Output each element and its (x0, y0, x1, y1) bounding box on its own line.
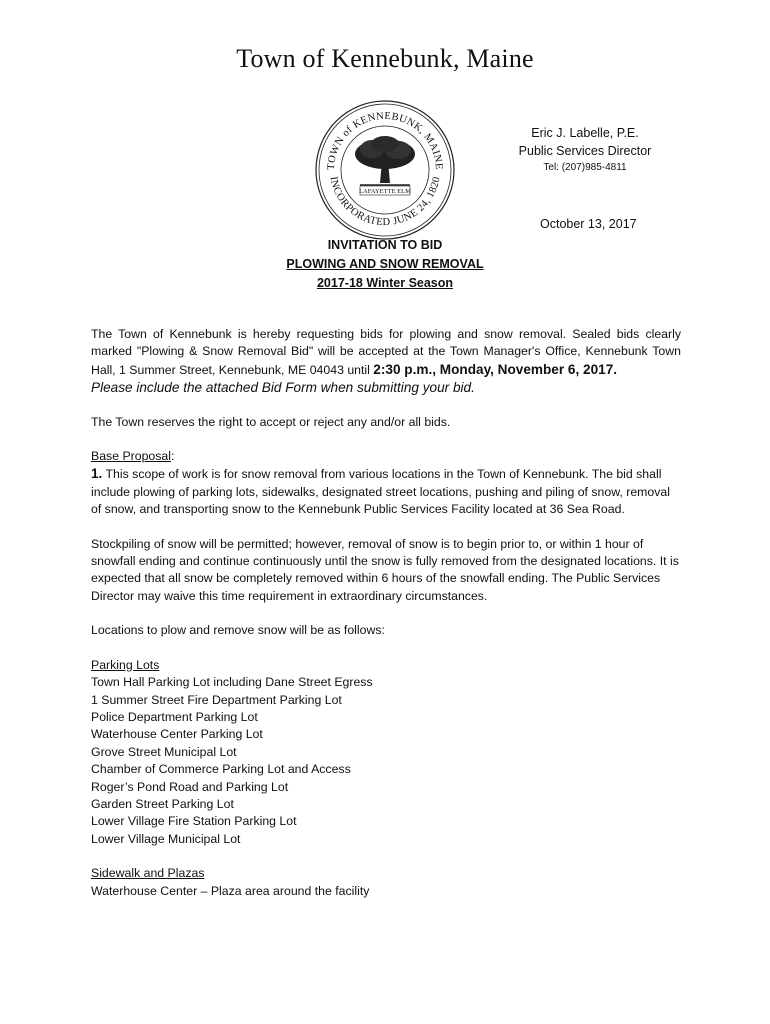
base-proposal-label: Base Proposal: (91, 449, 175, 464)
sidewalks-list (91, 883, 681, 900)
heading-line-1: INVITATION TO BID (327, 238, 443, 252)
bid-deadline: 2:30 p.m., Monday, November 6, 2017. (373, 361, 618, 377)
bid-form-note: Please include the attached Bid Form when submitting your bid. (91, 380, 475, 396)
parking-lots-heading: Parking Lots (91, 657, 160, 672)
letter-date: October 13, 2017 (540, 217, 637, 231)
list-item: Lower Village Municipal Lot (91, 831, 241, 846)
heading-line-3: 2017-18 Winter Season (316, 276, 454, 290)
list-item: Roger’s Pond Road and Parking Lot (91, 779, 289, 794)
director-contact (510, 124, 660, 176)
town-title: Town of Kennebunk, Maine (236, 44, 534, 73)
invitation-heading (0, 236, 770, 293)
reserve-rights-paragraph: The Town reserves the right to accept or reject any and/or all bids. (91, 414, 451, 429)
locations-intro: Locations to plow and remove snow will be as follows: (91, 623, 385, 638)
list-item: Garden Street Parking Lot (91, 796, 234, 811)
list-item: Waterhouse Center Parking Lot (91, 727, 263, 742)
intro-text: The Town of Kennebunk is hereby requesting bids for plowing and snow removal. Sealed bids clearly marked "Plowing & Snow Removal Bid" will be accepted at the Town Manager's Office, Kennebunk Town Hall, 1 Summer Street, Kennebunk, ME 04043 until (91, 327, 681, 377)
letter-body (91, 326, 681, 900)
director-name: Eric J. Labelle, P.E. (531, 126, 639, 140)
seal-bottom-text: INCORPORATED JUNE 24, 1820 (327, 175, 443, 229)
svg-text:INCORPORATED JUNE 24, 1820 (327, 176, 442, 228)
list-item: Waterhouse Center – Plaza area around the facility (91, 883, 370, 898)
elm-tree-icon (355, 136, 415, 185)
town-seal (314, 99, 456, 241)
item-number: 1. (91, 466, 103, 482)
director-phone: Tel: (207)985-4811 (543, 162, 627, 173)
intro-paragraph (91, 326, 681, 379)
sidewalks-heading: Sidewalk and Plazas (91, 866, 205, 881)
list-item: Grove Street Municipal Lot (91, 744, 237, 759)
base-proposal-text: This scope of work is for snow removal from various locations in the Town of Kennebunk. The bid shall include plowing of parking lots, sidewalks, designated street locations, pushing and piling of snow, removal of snow, and transporting snow to the Kennebunk Public Services Facility located at 36 Sea Road. (91, 467, 670, 517)
parking-lots-list (91, 674, 681, 848)
list-item: Town Hall Parking Lot including Dane Street Egress (91, 675, 373, 690)
list-item: 1 Summer Street Fire Department Parking Lot (91, 692, 342, 707)
seal-top-text: TOWN of KENNEBUNK, MAINE (325, 110, 445, 171)
stockpiling-paragraph: Stockpiling of snow will be permitted; however, removal of snow is to begin prior to, or within 1 hour of snowfall ending and continue continuously until the snow is fully removed from the designated locations. It is expected that all snow be completely removed within 6 hours of the snowfall ending. The Public Services Director may waive this time requirement in extraordinary circumstances. (91, 536, 679, 603)
heading-line-2: PLOWING AND SNOW REMOVAL (286, 257, 484, 271)
seal-inner-label: LAFAYETTE ELM (359, 188, 411, 195)
list-item: Chamber of Commerce Parking Lot and Access (91, 762, 351, 777)
list-item: Lower Village Fire Station Parking Lot (91, 814, 297, 829)
list-item: Police Department Parking Lot (91, 709, 258, 724)
base-proposal-paragraph (91, 465, 681, 518)
director-title: Public Services Director (518, 144, 652, 158)
